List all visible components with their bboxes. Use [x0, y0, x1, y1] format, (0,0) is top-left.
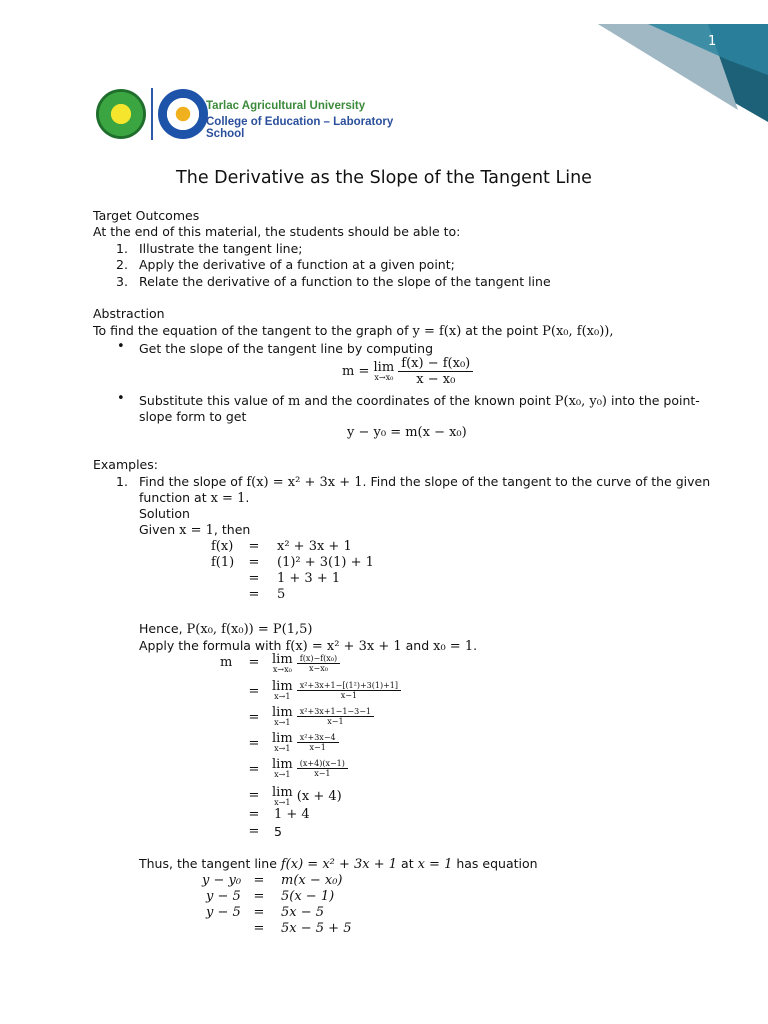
- hence-math: P(x₀, f(x₀)) = P(1,5): [186, 622, 313, 637]
- example-1-line-1: [139, 474, 710, 490]
- calc2-row-4-rhs: 5x − 5 + 5: [281, 921, 352, 936]
- step-7-value: 1 + 4: [274, 807, 310, 822]
- target-item-1-num: 1.: [116, 241, 128, 256]
- college-seal-logo: [158, 89, 208, 139]
- bullet-2-text-c: into the point-: [611, 393, 700, 408]
- bullet-2-line-1: [139, 393, 700, 409]
- step-2-fraction: [297, 681, 401, 700]
- m-label: m: [220, 655, 233, 670]
- calc2-row-1-eq: =: [253, 873, 265, 888]
- header-logos: [96, 86, 416, 142]
- step-3-limit: [272, 706, 293, 727]
- fraction-denominator: x − x₀: [416, 372, 456, 387]
- limit-subscript: x→x₀: [374, 373, 394, 382]
- calc1-row-1-eq: =: [248, 539, 260, 554]
- page-title: The Derivative as the Slope of the Tangent Line: [176, 168, 592, 188]
- limit-word: lim: [272, 757, 293, 772]
- corner-decoration: [588, 0, 768, 130]
- step-5-limit: [272, 758, 293, 779]
- step-6-limit: [272, 786, 293, 807]
- limit-word: lim: [373, 360, 395, 375]
- step-8-value: 5: [274, 824, 282, 839]
- apply-text-a: Apply the formula with: [139, 638, 282, 653]
- calc2-row-3-rhs: 5x − 5: [281, 905, 325, 920]
- limit-word: lim: [272, 679, 293, 694]
- example-math-x: x = 1: [210, 491, 246, 506]
- step-3-eq: =: [248, 710, 260, 725]
- bullet-2-math-point: P(x₀, y₀): [554, 394, 608, 409]
- calc1-row-1-lhs: f(x): [211, 539, 234, 554]
- example-1-num: 1.: [116, 474, 128, 489]
- slope-formula-lhs: m =: [342, 364, 370, 379]
- bullet-2-text-b: and the coordinates of the known point: [304, 393, 551, 408]
- logo-separator: [151, 88, 153, 140]
- fraction-numerator: (x+4)(x−1): [297, 759, 348, 769]
- step-1-fraction: [297, 654, 340, 673]
- target-item-3: Relate the derivative of a function to the slope of the tangent line: [139, 274, 551, 289]
- apply-text-b: and: [405, 638, 430, 653]
- limit-word: lim: [272, 785, 293, 800]
- calc1-row-2-lhs: f(1): [211, 555, 235, 570]
- example-text-c: function at: [139, 490, 207, 505]
- slope-formula-fraction: [398, 356, 473, 387]
- step-7-eq: =: [248, 807, 260, 822]
- apply-math-x0: x₀ = 1: [433, 639, 474, 654]
- limit-word: lim: [272, 652, 293, 667]
- given-text-a: Given: [139, 522, 176, 537]
- step-6-value: (x + 4): [296, 789, 342, 804]
- calc1-row-2-eq: =: [248, 555, 260, 570]
- college-name: College of Education – Laboratory School: [206, 116, 394, 140]
- target-item-3-num: 3.: [116, 274, 128, 289]
- step-1-eq: =: [248, 655, 260, 670]
- slope-formula-limit: [374, 361, 395, 382]
- target-heading: Target Outcomes: [93, 208, 200, 223]
- example-text-d: .: [245, 490, 250, 505]
- limit-subscript: x→1: [274, 692, 291, 701]
- apply-math-fx: f(x) = x² + 3x + 1: [285, 639, 402, 654]
- step-4-fraction: [297, 733, 339, 752]
- step-5-eq: =: [248, 762, 260, 777]
- example-1-line-2: [139, 490, 249, 506]
- calc2-row-2-rhs: 5(x − 1): [281, 889, 335, 904]
- given-text-b: , then: [213, 522, 251, 537]
- target-item-2-num: 2.: [116, 257, 128, 272]
- bullet-2-line-2: slope form to get: [139, 409, 247, 424]
- step-4-expr: [272, 732, 339, 753]
- fraction-numerator: f(x) − f(x₀): [398, 356, 473, 372]
- step-8-eq: =: [248, 824, 260, 839]
- thus-math-x: x = 1: [417, 857, 453, 872]
- fraction-denominator: x−1: [309, 743, 326, 752]
- calc1-row-1-rhs: x² + 3x + 1: [277, 539, 352, 554]
- limit-subscript: x→1: [274, 770, 291, 779]
- limit-subscript: x→x₀: [272, 665, 292, 674]
- bullet-2-math-m: m: [288, 394, 301, 409]
- fraction-numerator: f(x)−f(x₀): [297, 654, 340, 664]
- step-4-eq: =: [248, 736, 260, 751]
- given-math: x = 1: [179, 523, 214, 538]
- given-line: [139, 522, 250, 538]
- target-item-1: Illustrate the tangent line;: [139, 241, 303, 256]
- thus-line: [139, 856, 538, 872]
- step-1-expr: [272, 653, 340, 674]
- limit-subscript: x→1: [274, 718, 291, 727]
- example-text-a: Find the slope of: [139, 474, 243, 489]
- calc2-row-2-lhs: y − 5: [206, 889, 241, 904]
- point-slope-form: y − y₀ = m(x − x₀): [347, 425, 467, 440]
- example-math-fx: f(x) = x² + 3x + 1: [246, 475, 363, 490]
- bullet-1-text: Get the slope of the tangent line by computing: [139, 341, 434, 356]
- bullet-2-text-a: Substitute this value of: [139, 393, 285, 408]
- step-6-expr: [272, 786, 342, 807]
- step-6-eq: =: [248, 788, 260, 803]
- hence-line: [139, 621, 312, 637]
- slope-formula: [342, 356, 473, 387]
- calc2-row-2-eq: =: [253, 889, 265, 904]
- calc1-row-2-rhs: (1)² + 3(1) + 1: [277, 555, 374, 570]
- abstraction-text-b: at the point: [465, 323, 539, 338]
- step-5-expr: [272, 758, 348, 779]
- calc1-row-4-rhs: 5: [277, 587, 286, 602]
- fraction-denominator: x−1: [327, 717, 344, 726]
- calc2-row-3-eq: =: [253, 905, 265, 920]
- abstraction-text-a: To find the equation of the tangent to the graph of: [93, 323, 409, 338]
- fraction-denominator: x−1: [314, 769, 331, 778]
- limit-subscript: x→1: [274, 798, 291, 807]
- examples-heading: Examples:: [93, 457, 158, 472]
- abstraction-math-yfx: y = f(x): [412, 324, 462, 339]
- example-text-b: . Find the slope of the tangent to the curve of the given: [362, 474, 711, 489]
- abstraction-heading: Abstraction: [93, 306, 165, 321]
- calc2-row-1-rhs: m(x − x₀): [281, 873, 343, 888]
- limit-subscript: x→1: [274, 744, 291, 753]
- step-2-expr: [272, 680, 401, 701]
- page-number: 1: [708, 34, 717, 49]
- step-1-limit: [272, 653, 293, 674]
- calc1-row-3-eq: =: [248, 571, 260, 586]
- hence-text: Hence,: [139, 621, 183, 636]
- thus-text-a: Thus, the tangent line: [139, 856, 277, 871]
- fraction-numerator: x²+3x−4: [297, 733, 339, 743]
- university-seal-logo: [96, 89, 146, 139]
- abstraction-math-point: P(x₀, f(x₀)),: [542, 324, 614, 339]
- calc2-row-1-lhs: y − y₀: [202, 873, 242, 888]
- fraction-numerator: x²+3x+1−[(1²)+3(1)+1]: [297, 681, 401, 691]
- bullet-1-icon: •: [117, 339, 125, 354]
- limit-word: lim: [272, 731, 293, 746]
- calc1-row-3-rhs: 1 + 3 + 1: [277, 571, 341, 586]
- thus-math-fx: f(x) = x² + 3x + 1: [280, 857, 398, 872]
- target-item-2: Apply the derivative of a function at a given point;: [139, 257, 455, 272]
- fraction-denominator: x−x₀: [309, 664, 328, 673]
- thus-text-b: at: [401, 856, 414, 871]
- calc2-row-4-eq: =: [253, 921, 265, 936]
- university-name: Tarlac Agricultural University: [206, 100, 366, 112]
- fraction-denominator: x−1: [340, 691, 358, 700]
- bullet-2-icon: •: [117, 391, 125, 406]
- step-3-expr: [272, 706, 374, 727]
- apply-text-c: .: [473, 638, 478, 653]
- fraction-numerator: x²+3x+1−1−3−1: [297, 707, 374, 717]
- calc2-row-3-lhs: y − 5: [206, 905, 241, 920]
- limit-word: lim: [272, 705, 293, 720]
- step-5-fraction: [297, 759, 348, 778]
- step-3-fraction: [297, 707, 374, 726]
- apply-line: [139, 638, 477, 654]
- target-intro: At the end of this material, the students should be able to:: [93, 224, 461, 239]
- step-4-limit: [272, 732, 293, 753]
- step-2-limit: [272, 680, 293, 701]
- solution-label: Solution: [139, 506, 190, 521]
- step-2-eq: =: [248, 684, 260, 699]
- calc1-row-4-eq: =: [248, 587, 260, 602]
- abstraction-line-1: [93, 323, 614, 339]
- thus-text-c: has equation: [456, 856, 538, 871]
